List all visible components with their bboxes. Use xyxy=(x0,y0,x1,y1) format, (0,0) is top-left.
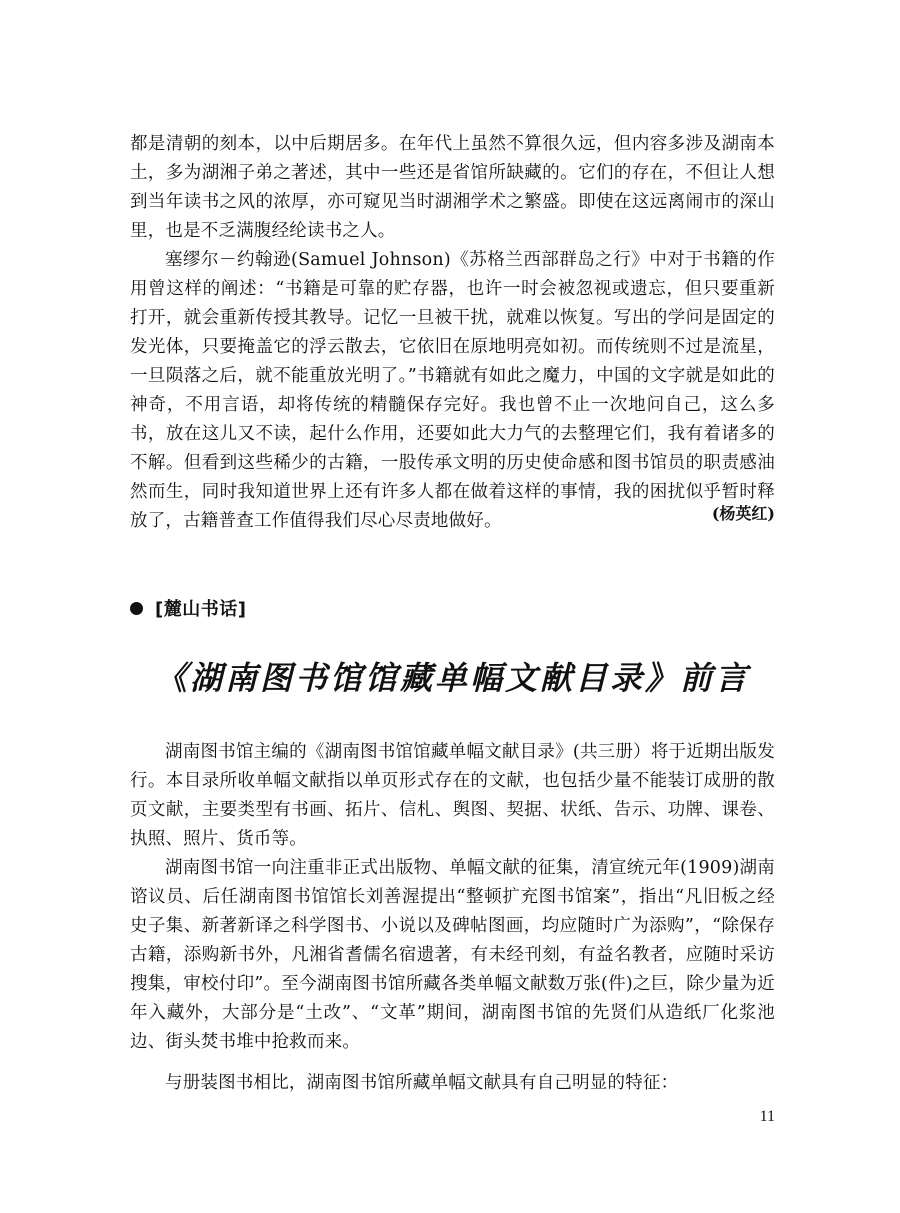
article-paragraph-3: 与册装图书相比，湖南图书馆所藏单幅文献具有自己明显的特征： xyxy=(165,1073,679,1093)
author-signature: (杨英红) xyxy=(711,504,775,523)
previous-article-paragraph-2: 塞缪尔－约翰逊(Samuel Johnson)《苏格兰西部群岛之行》中对于书籍的作用曾这样的阐述：“书籍是可靠的贮存器，也许一时会被忽视或遗忘，但只要重新打开，就会重新传授其教导。记忆一旦被干扰，就难以恢复。写出的学问是固定的发光体，只要掩盖它的浮云散去，它依旧在原地明亮如初。而传统则不过是流星，一旦陨落之后，就不能重放光明了。”书籍就有如此之魔力，中国的文字就是如此的神奇，不用言语，却将传统的精髓保存完好。我也曾不止一次地问自己，这么多书，放在这儿又不读，起什么作用，还要如此大力气的去整理它们，我有着诸多的不解。但看到这些稀少的古籍，一股传承文明的历史使命感和图书馆员的职责感油然而生，同时我知道世界上还有许多人都在做着这样的事情，我的困扰似乎暂时释放了，古籍普查工作值得我们尽心尽责地做好。 xyxy=(130,250,775,531)
page-number: 11 xyxy=(759,1108,775,1125)
section-label: [麓山书话] xyxy=(155,599,247,620)
article-paragraph-2: 湖南图书馆一向注重非正式出版物、单幅文献的征集，清宣统元年(1909)湖南谘议员、后任湖南图书馆馆长刘善渥提出“整顿扩充图书馆案”，指出“凡旧板之经史子集、新著新译之科学图书、小说以及碑帖图画，均应随时广为添购”，“除保存古籍，添购新书外，凡湘省耆儒名宿遗著，有未经刊刻，有益名教者，应随时采访搜集，审校付印”。至今湖南图书馆所藏各类单幅文献数万张(件)之巨，除少量为近年入藏外，大部分是“土改”、“文革”期间，湖南图书馆的先贤们从造纸厂化浆池边、街头焚书堆中抢救而来。 xyxy=(130,858,775,1052)
section-heading xyxy=(130,593,246,623)
bullet-icon xyxy=(130,602,143,615)
article-paragraph-1: 湖南图书馆主编的《湖南图书馆馆藏单幅文献目录》(共三册）将于近期出版发行。本目录所收单幅文献指以单页形式存在的文献，也包括少量不能装订成册的散页文献，主要类型有书画、拓片、信札、舆图、契据、状纸、告示、功牌、课卷、执照、照片、货币等。 xyxy=(130,742,775,849)
article-title: 《湖南图书馆馆藏单幅文献目录》前言 xyxy=(154,659,750,697)
previous-article-paragraph-1: 都是清朝的刻本，以中后期居多。在年代上虽然不算很久远，但内容多涉及湖南本土，多为湖湘子弟之著述，其中一些还是省馆所缺藏的。它们的存在，不但让人想到当年读书之风的浓厚，亦可窥见当时湖湘学术之繁盛。即使在这远离闹市的深山里，也是不乏满腹经纶读书之人。 xyxy=(130,134,775,241)
